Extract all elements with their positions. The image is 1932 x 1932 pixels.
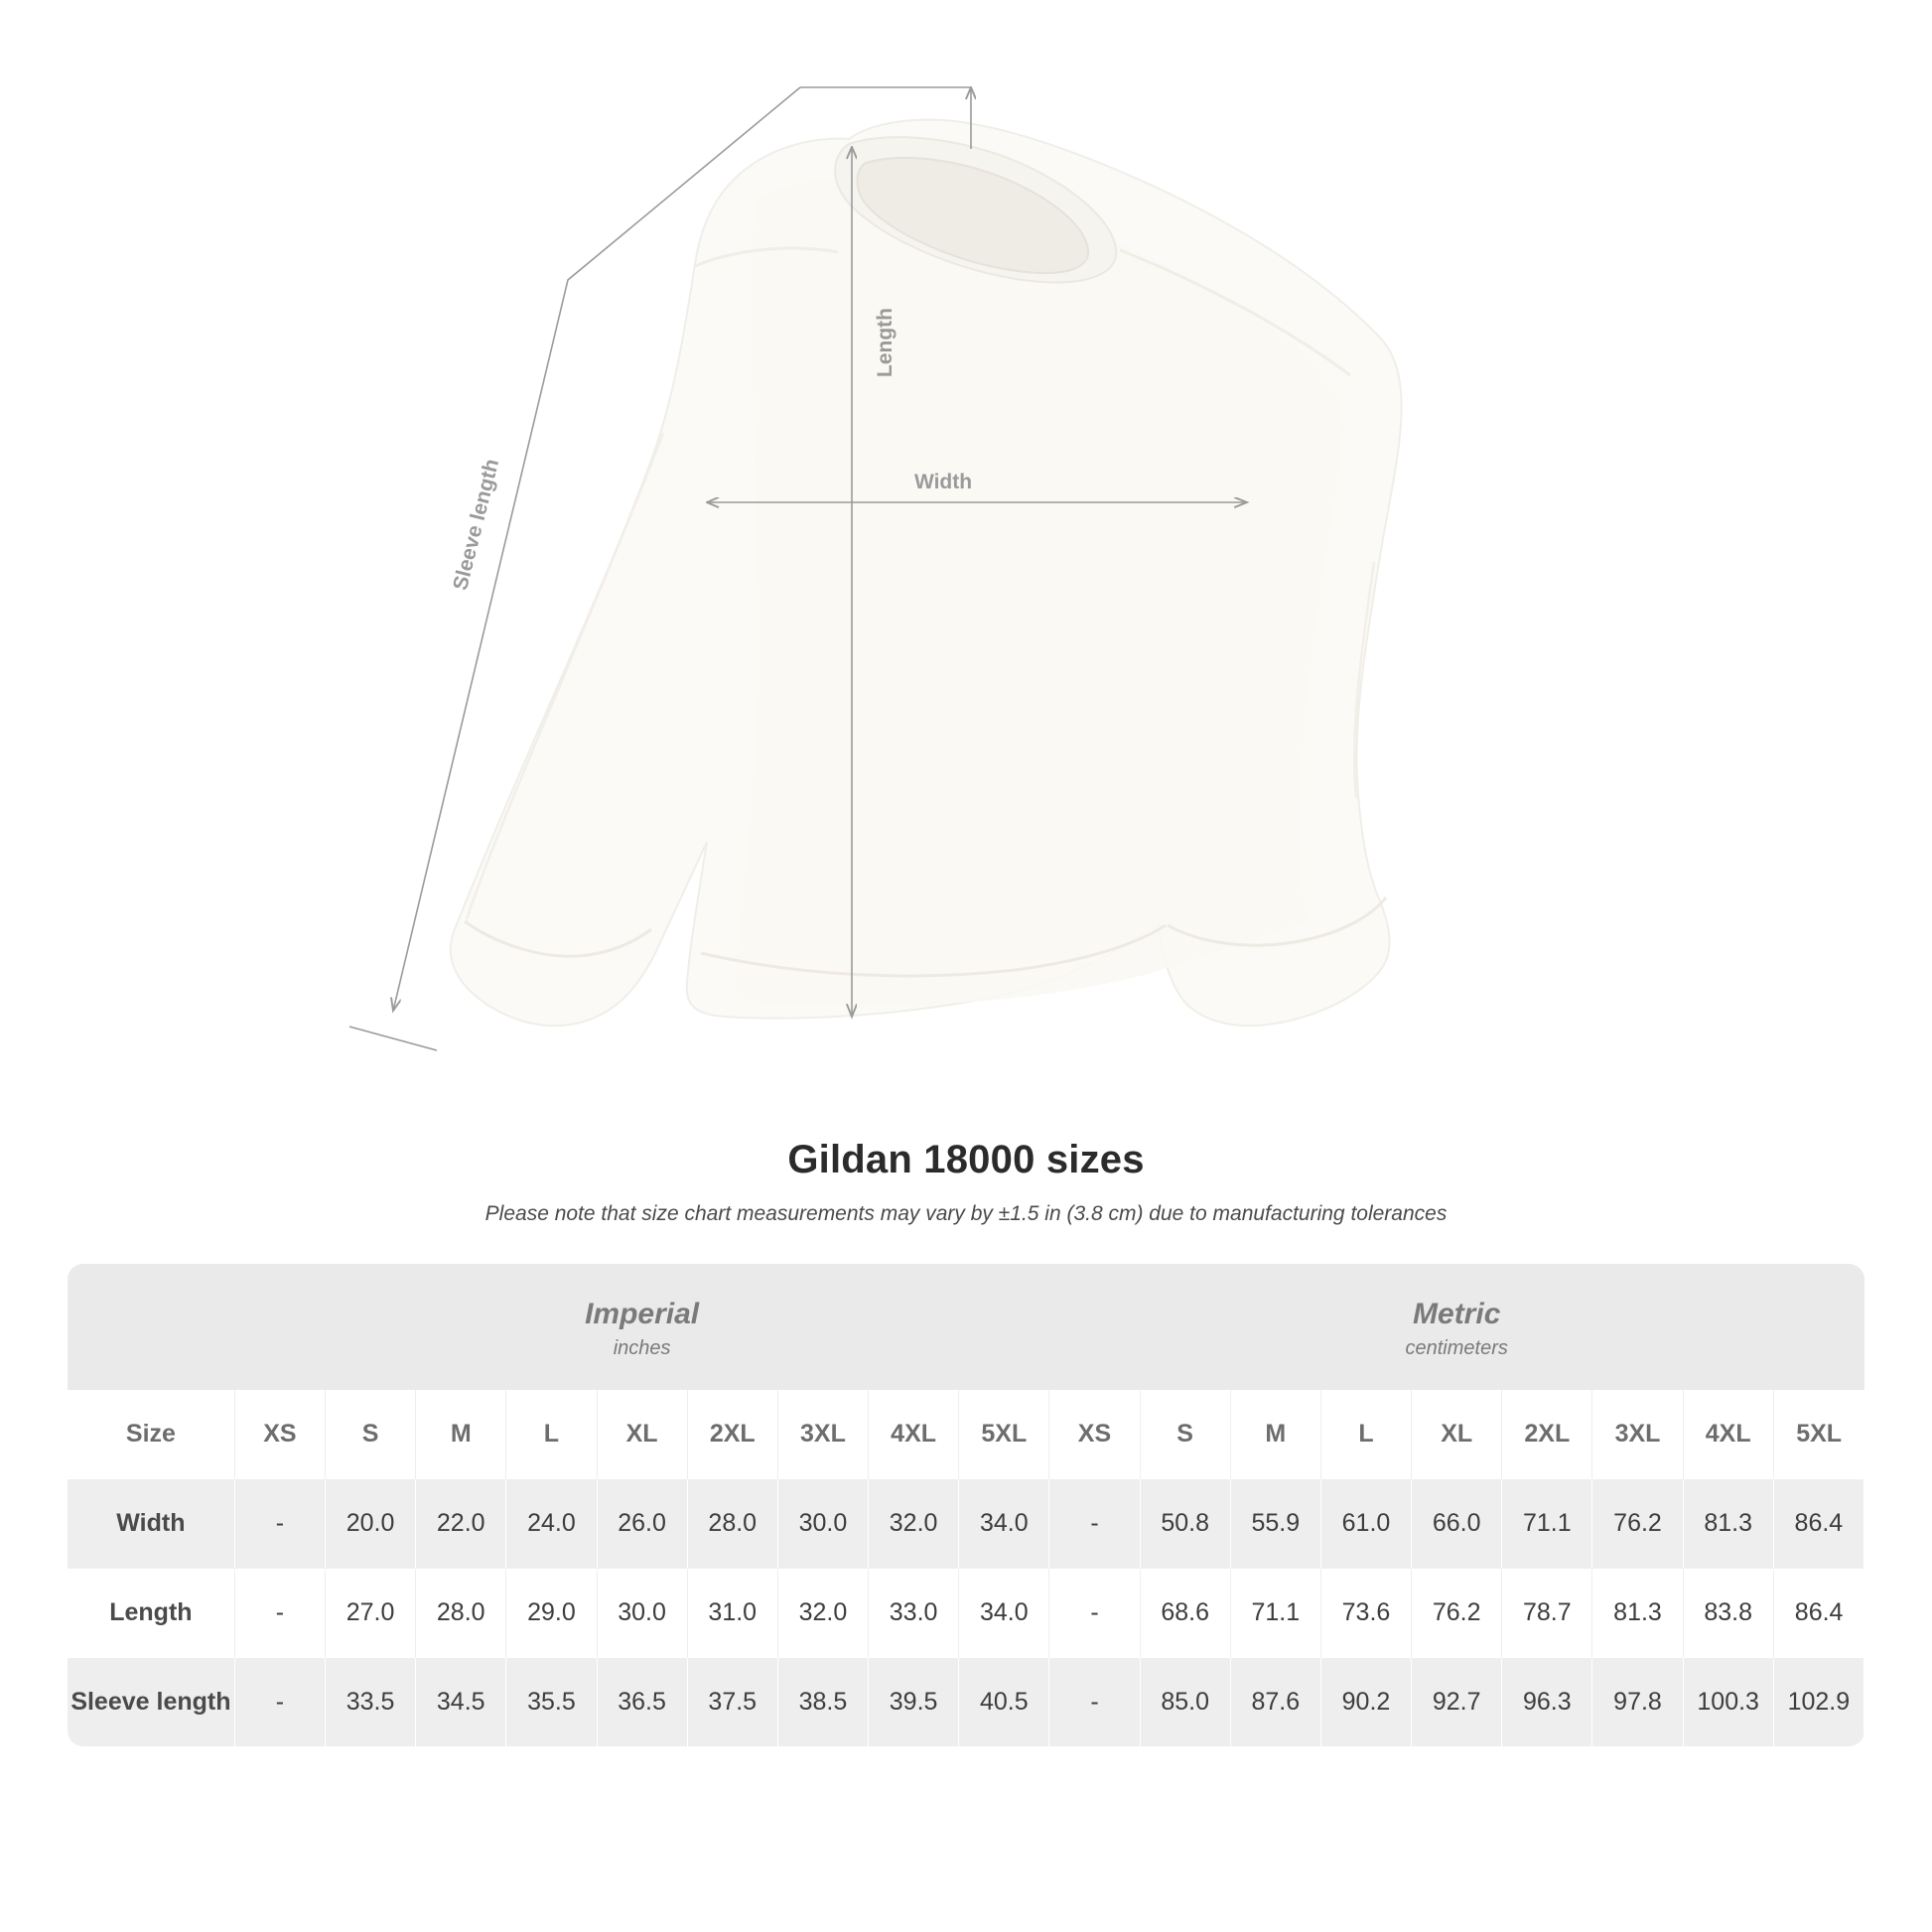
metric-sub: centimeters [1405,1337,1508,1359]
header-metric-m: M [1230,1390,1320,1479]
header-size: Size [68,1390,234,1479]
cell-width-imperial-3xl: 30.0 [777,1479,868,1569]
metric-name: Metric [1413,1298,1501,1330]
cell-sleeve-imperial-5xl: 40.5 [959,1658,1049,1747]
cell-sleeve-imperial-xl: 36.5 [597,1658,687,1747]
cell-width-metric-5xl: 86.4 [1773,1479,1863,1569]
header-metric-2xl: 2XL [1502,1390,1592,1479]
length-label: Length [874,308,897,377]
cell-width-metric-l: 61.0 [1320,1479,1411,1569]
header-metric-s: S [1140,1390,1230,1479]
cell-sleeve-metric-l: 90.2 [1320,1658,1411,1747]
header-imperial-m: M [416,1390,506,1479]
sleeve-length-label: Sleeve length [449,456,504,593]
cell-sleeve-metric-xs: - [1049,1658,1140,1747]
cell-width-metric-m: 55.9 [1230,1479,1320,1569]
cell-sleeve-metric-xl: 92.7 [1412,1658,1502,1747]
cell-length-imperial-2xl: 31.0 [687,1569,777,1658]
row-label-length: Length [68,1569,234,1658]
header-imperial-l: L [506,1390,597,1479]
cell-length-metric-3xl: 81.3 [1592,1569,1683,1658]
cell-width-metric-xs: - [1049,1479,1140,1569]
cell-width-metric-4xl: 81.3 [1683,1479,1773,1569]
table-row [68,1658,1864,1747]
cell-length-imperial-xs: - [234,1569,325,1658]
page-title: Gildan 18000 sizes [787,1138,1145,1181]
size-header-row [68,1390,1864,1479]
cell-sleeve-imperial-m: 34.5 [416,1658,506,1747]
cell-length-imperial-l: 29.0 [506,1569,597,1658]
header-metric-xl: XL [1412,1390,1502,1479]
cell-width-imperial-xs: - [234,1479,325,1569]
tolerance-note: Please note that size chart measurements may vary by ±1.5 in (3.8 cm) due to manufacturing tolerances [484,1202,1448,1225]
header-metric-3xl: 3XL [1592,1390,1683,1479]
cell-sleeve-metric-4xl: 100.3 [1683,1658,1773,1747]
cell-sleeve-metric-5xl: 102.9 [1773,1658,1863,1747]
cell-length-imperial-4xl: 33.0 [869,1569,959,1658]
cell-length-imperial-5xl: 34.0 [959,1569,1049,1658]
size-table-wrap [68,1264,1864,1746]
header-imperial-s: S [325,1390,415,1479]
cell-sleeve-imperial-2xl: 37.5 [687,1658,777,1747]
chart-heading [0,1138,1932,1226]
cell-sleeve-imperial-l: 35.5 [506,1658,597,1747]
cell-length-metric-5xl: 86.4 [1773,1569,1863,1658]
cell-length-metric-l: 73.6 [1320,1569,1411,1658]
cell-sleeve-metric-s: 85.0 [1140,1658,1230,1747]
sweatshirt-shape [451,120,1402,1027]
header-imperial-5xl: 5XL [959,1390,1049,1479]
cell-width-imperial-4xl: 32.0 [869,1479,959,1569]
cell-length-metric-2xl: 78.7 [1502,1569,1592,1658]
cell-width-imperial-xl: 26.0 [597,1479,687,1569]
header-imperial-2xl: 2XL [687,1390,777,1479]
table-row [68,1479,1864,1569]
header-imperial-xl: XL [597,1390,687,1479]
header-metric-l: L [1320,1390,1411,1479]
unit-group-imperial [234,1264,1049,1390]
cell-width-metric-xl: 66.0 [1412,1479,1502,1569]
cell-sleeve-metric-2xl: 96.3 [1502,1658,1592,1747]
cell-width-metric-s: 50.8 [1140,1479,1230,1569]
header-imperial-3xl: 3XL [777,1390,868,1479]
cell-length-metric-xs: - [1049,1569,1140,1658]
header-imperial-xs: XS [234,1390,325,1479]
cell-sleeve-metric-m: 87.6 [1230,1658,1320,1747]
cell-width-imperial-2xl: 28.0 [687,1479,777,1569]
header-metric-5xl: 5XL [1773,1390,1863,1479]
cell-length-imperial-xl: 30.0 [597,1569,687,1658]
cell-length-imperial-s: 27.0 [325,1569,415,1658]
cell-sleeve-imperial-s: 33.5 [325,1658,415,1747]
width-label: Width [913,471,973,493]
unit-spacer [68,1264,234,1390]
header-metric-xs: XS [1049,1390,1140,1479]
unit-header-row [68,1264,1864,1390]
header-metric-4xl: 4XL [1683,1390,1773,1479]
size-table [68,1264,1864,1746]
cell-length-metric-xl: 76.2 [1412,1569,1502,1658]
cell-length-metric-4xl: 83.8 [1683,1569,1773,1658]
cell-length-imperial-m: 28.0 [416,1569,506,1658]
imperial-name: Imperial [585,1298,700,1330]
row-label-sleeve-length: Sleeve length [68,1658,234,1747]
table-row [68,1569,1864,1658]
cell-width-metric-3xl: 76.2 [1592,1479,1683,1569]
cell-width-imperial-s: 20.0 [325,1479,415,1569]
cell-sleeve-imperial-xs: - [234,1658,325,1747]
cell-width-imperial-5xl: 34.0 [959,1479,1049,1569]
cell-sleeve-imperial-3xl: 38.5 [777,1658,868,1747]
imperial-sub: inches [613,1337,671,1359]
cell-length-metric-s: 68.6 [1140,1569,1230,1658]
row-label-width: Width [68,1479,234,1569]
cell-length-metric-m: 71.1 [1230,1569,1320,1658]
cell-sleeve-metric-3xl: 97.8 [1592,1658,1683,1747]
cell-width-imperial-l: 24.0 [506,1479,597,1569]
cell-width-imperial-m: 22.0 [416,1479,506,1569]
cell-sleeve-imperial-4xl: 39.5 [869,1658,959,1747]
cell-width-metric-2xl: 71.1 [1502,1479,1592,1569]
unit-group-metric [1049,1264,1864,1390]
cell-length-imperial-3xl: 32.0 [777,1569,868,1658]
header-imperial-4xl: 4XL [869,1390,959,1479]
